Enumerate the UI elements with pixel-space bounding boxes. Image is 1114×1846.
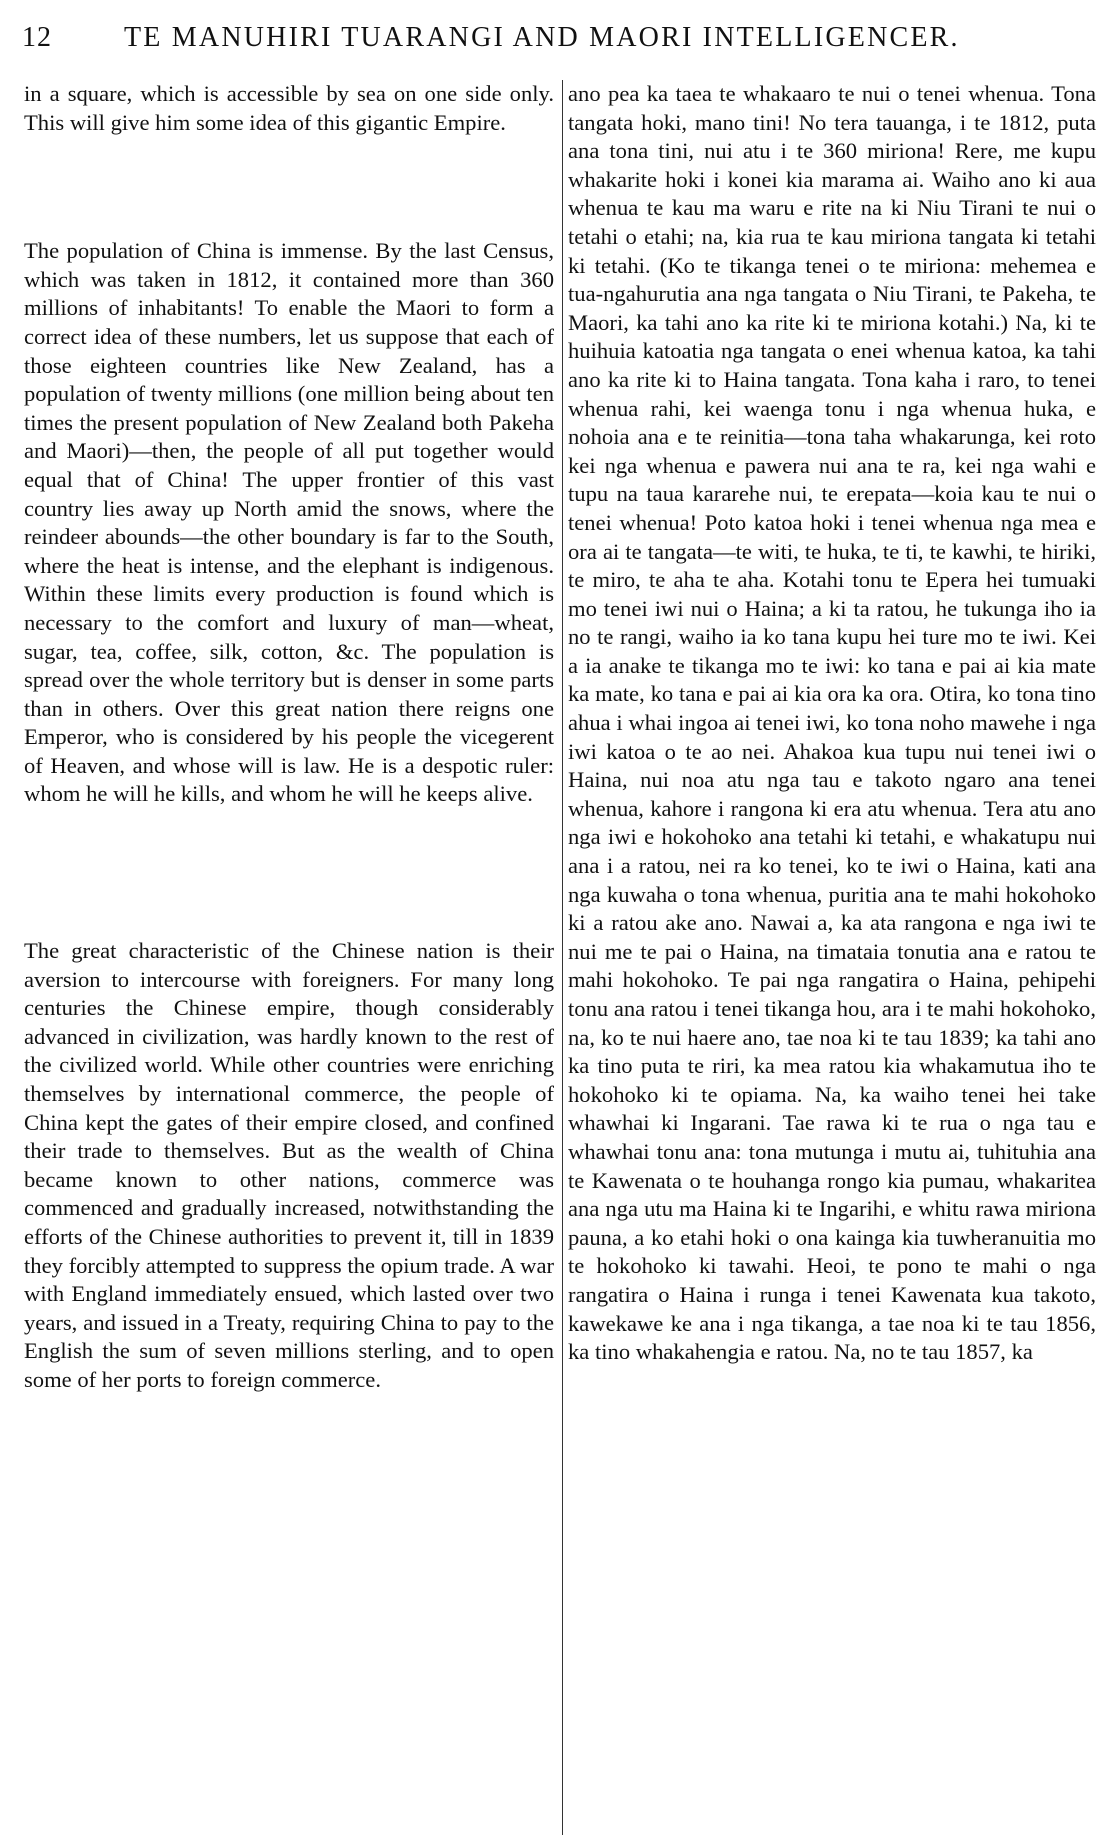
page-number: 12 [22, 22, 52, 53]
english-paragraph-continued: in a square, which is accessible by sea on one side only. This will give him some idea of this gigantic Empire. [24, 81, 554, 135]
paragraph-spacer [24, 809, 554, 937]
english-column [24, 80, 554, 1830]
column-divider [562, 80, 563, 1835]
english-paragraph-characteristic: The great characteristic of the Chinese nation is their aversion to intercourse with foreigners. For many long centuries the Chinese empire, though considerably advanced in civilization, was hardly known to the rest of the civilized world. While other countries were enriching themselves by international commerce, the people of China kept the gates of their empire closed, and confined their trade to themselves. But as the wealth of China became known to other nations, commerce was commenced and gradually increased, notwithstanding the efforts of the Chinese authorities to prevent it, till in 1839 they forcibly attempted to suppress the opium trade. A war with England immediately ensued, which lasted over two years, and issued in a Treaty, requiring China to pay to the English the sum of seven millions sterling, and to open some of her ports to foreign commerce. [24, 938, 554, 1392]
maori-column [568, 80, 1096, 1830]
english-paragraph-population: The population of China is immense. By the last Census, which was taken in 1812, it contained more than 360 millions of inhabitants! To enable the Maori to form a correct idea of these numbers, let us suppose that each of those eighteen countries like New Zealand, has a population of twenty millions (one million being about ten times the present population of New Zealand both Pakeha and Maori)—then, the people of all put together would equal that of China! The upper frontier of this vast country lies away up North amid the snows, where the reindeer abounds—the other boundary is far to the South, where the heat is intense, and the elephant is indigenous. Within these limits every production is found which is necessary to the comfort and luxury of man—wheat, sugar, tea, coffee, silk, cotton, &c. The population is spread over the whole territory but is denser in some parts than in others. Over this great nation there reigns one Emperor, who is considered by his people the vicegerent of Heaven, and whose will is law. He is a despotic ruler: whom he will he kills, and whom he will he keeps alive. [24, 238, 554, 807]
page-header [0, 22, 1114, 66]
maori-paragraph: ano pea ka taea te whakaaro te nui o tenei whenua. Tona tangata hoki, mano tini! No tera tauanga, i te 1812, puta ana tona tini, nui atu i te 360 miriona! Rere, me kupu whakarite hoki i konei kia marama ai. Waiho ano ki aua whenua te kau ma waru e rite na ki Niu Tirani te nui o tetahi o etahi; na, kia rua te kau miriona tangata ki tetahi ki tetahi. (Ko te tikanga tenei o te miriona: mehemea e tua-ngahurutia ana nga tangata o Niu Tirani, te Pakeha, te Maori, ka tahi ano ka rite ki te miriona kotahi.) Na, ki te huihuia katoatia nga tangata o enei whenua katoa, ka tahi ano ka rite ki to Haina tangata. Tona kaha i raro, to tenei whenua rahi, kei waenga tonu i nga whenua huka, e nohoia ana e te reinitia—tona taha whakarunga, kei roto kei nga whenua e pawera nui ana te ra, kei nga wahi e tupu na taua kararehe nui, te erepata—koia kau te nui o tenei whenua! Poto katoa hoki i tenei whenua nga mea e ora ai te tangata—te witi, te huka, te ti, te kawhi, te hiriki, te miro, te aha te aha. Kotahi tonu te Epera hei tumuaki mo tenei iwi nui o Haina; a ki ta ratou, he tukunga iho ia no te rangi, waiho ia ko tana kupu hei ture mo te iwi. Kei a ia anake te tikanga mo te iwi: ko tana e pai ai kia mate ka mate, ko tana e pai ai kia ora ka ora. Otira, ko tona tino ahua i whai ingoa ai tenei iwi, ko tona noho mawehe i nga iwi katoa o te ao nei. Ahakoa kua tupu nui tenei iwi o Haina, nui noa atu nga tau e takoto ngaro ana tenei whenua, kahore i rangona ki era atu whenua. Tera atu ano nga iwi e hokohoko ana tetahi ki tetahi, e whakatupu nui ana i a ratou, nei ra ko tenei, ko te iwi o Haina, kati ana nga kuwaha o tona whenua, puritia ana te mahi hokohoko ki a ratou ake ano. Nawai a, ka ata rangona e nga iwi te nui me te pai o Haina, na timataia tonutia ana e ratou te mahi hokohoko. Te pai nga rangatira o Haina, pehipehi tonu ana ratou i tenei tikanga hou, ara i te mahi hokohoko, na, ko te nui haere ano, tae noa ki te tau 1839; ka tahi ano ka tino puta te riri, ka mea ratou kia whakamutua iho te hokohoko ki te opiama. Na, ka waiho tenei hei take whawhai ki Ingarani. Tae rawa ki te rua o nga tau e whawhai tonu ana: tona mutunga i mutu ai, tuhituhia ana te Kawenata o te houhanga rongo kia pumau, whakaritea ana nga utu ma Haina ki te Ingarihi, e whitu rawa miriona pauna, a ko etahi hoki o ona kainga kia tuwheranuitia mo te hokohoko ki tawahi. Heoi, te pono te mahi o nga rangatira o Haina i runga i tenei Kawenata kua takoto, kawekawe ke ana i nga tikanga, a tae noa ki te tau 1856, ka tino whakahengia e ratou. Na, no te tau 1857, ka [568, 81, 1096, 1365]
paragraph-spacer [24, 137, 554, 237]
newspaper-title: TE MANUHIRI TUARANGI AND MAORI INTELLIGENCER. [124, 22, 960, 53]
